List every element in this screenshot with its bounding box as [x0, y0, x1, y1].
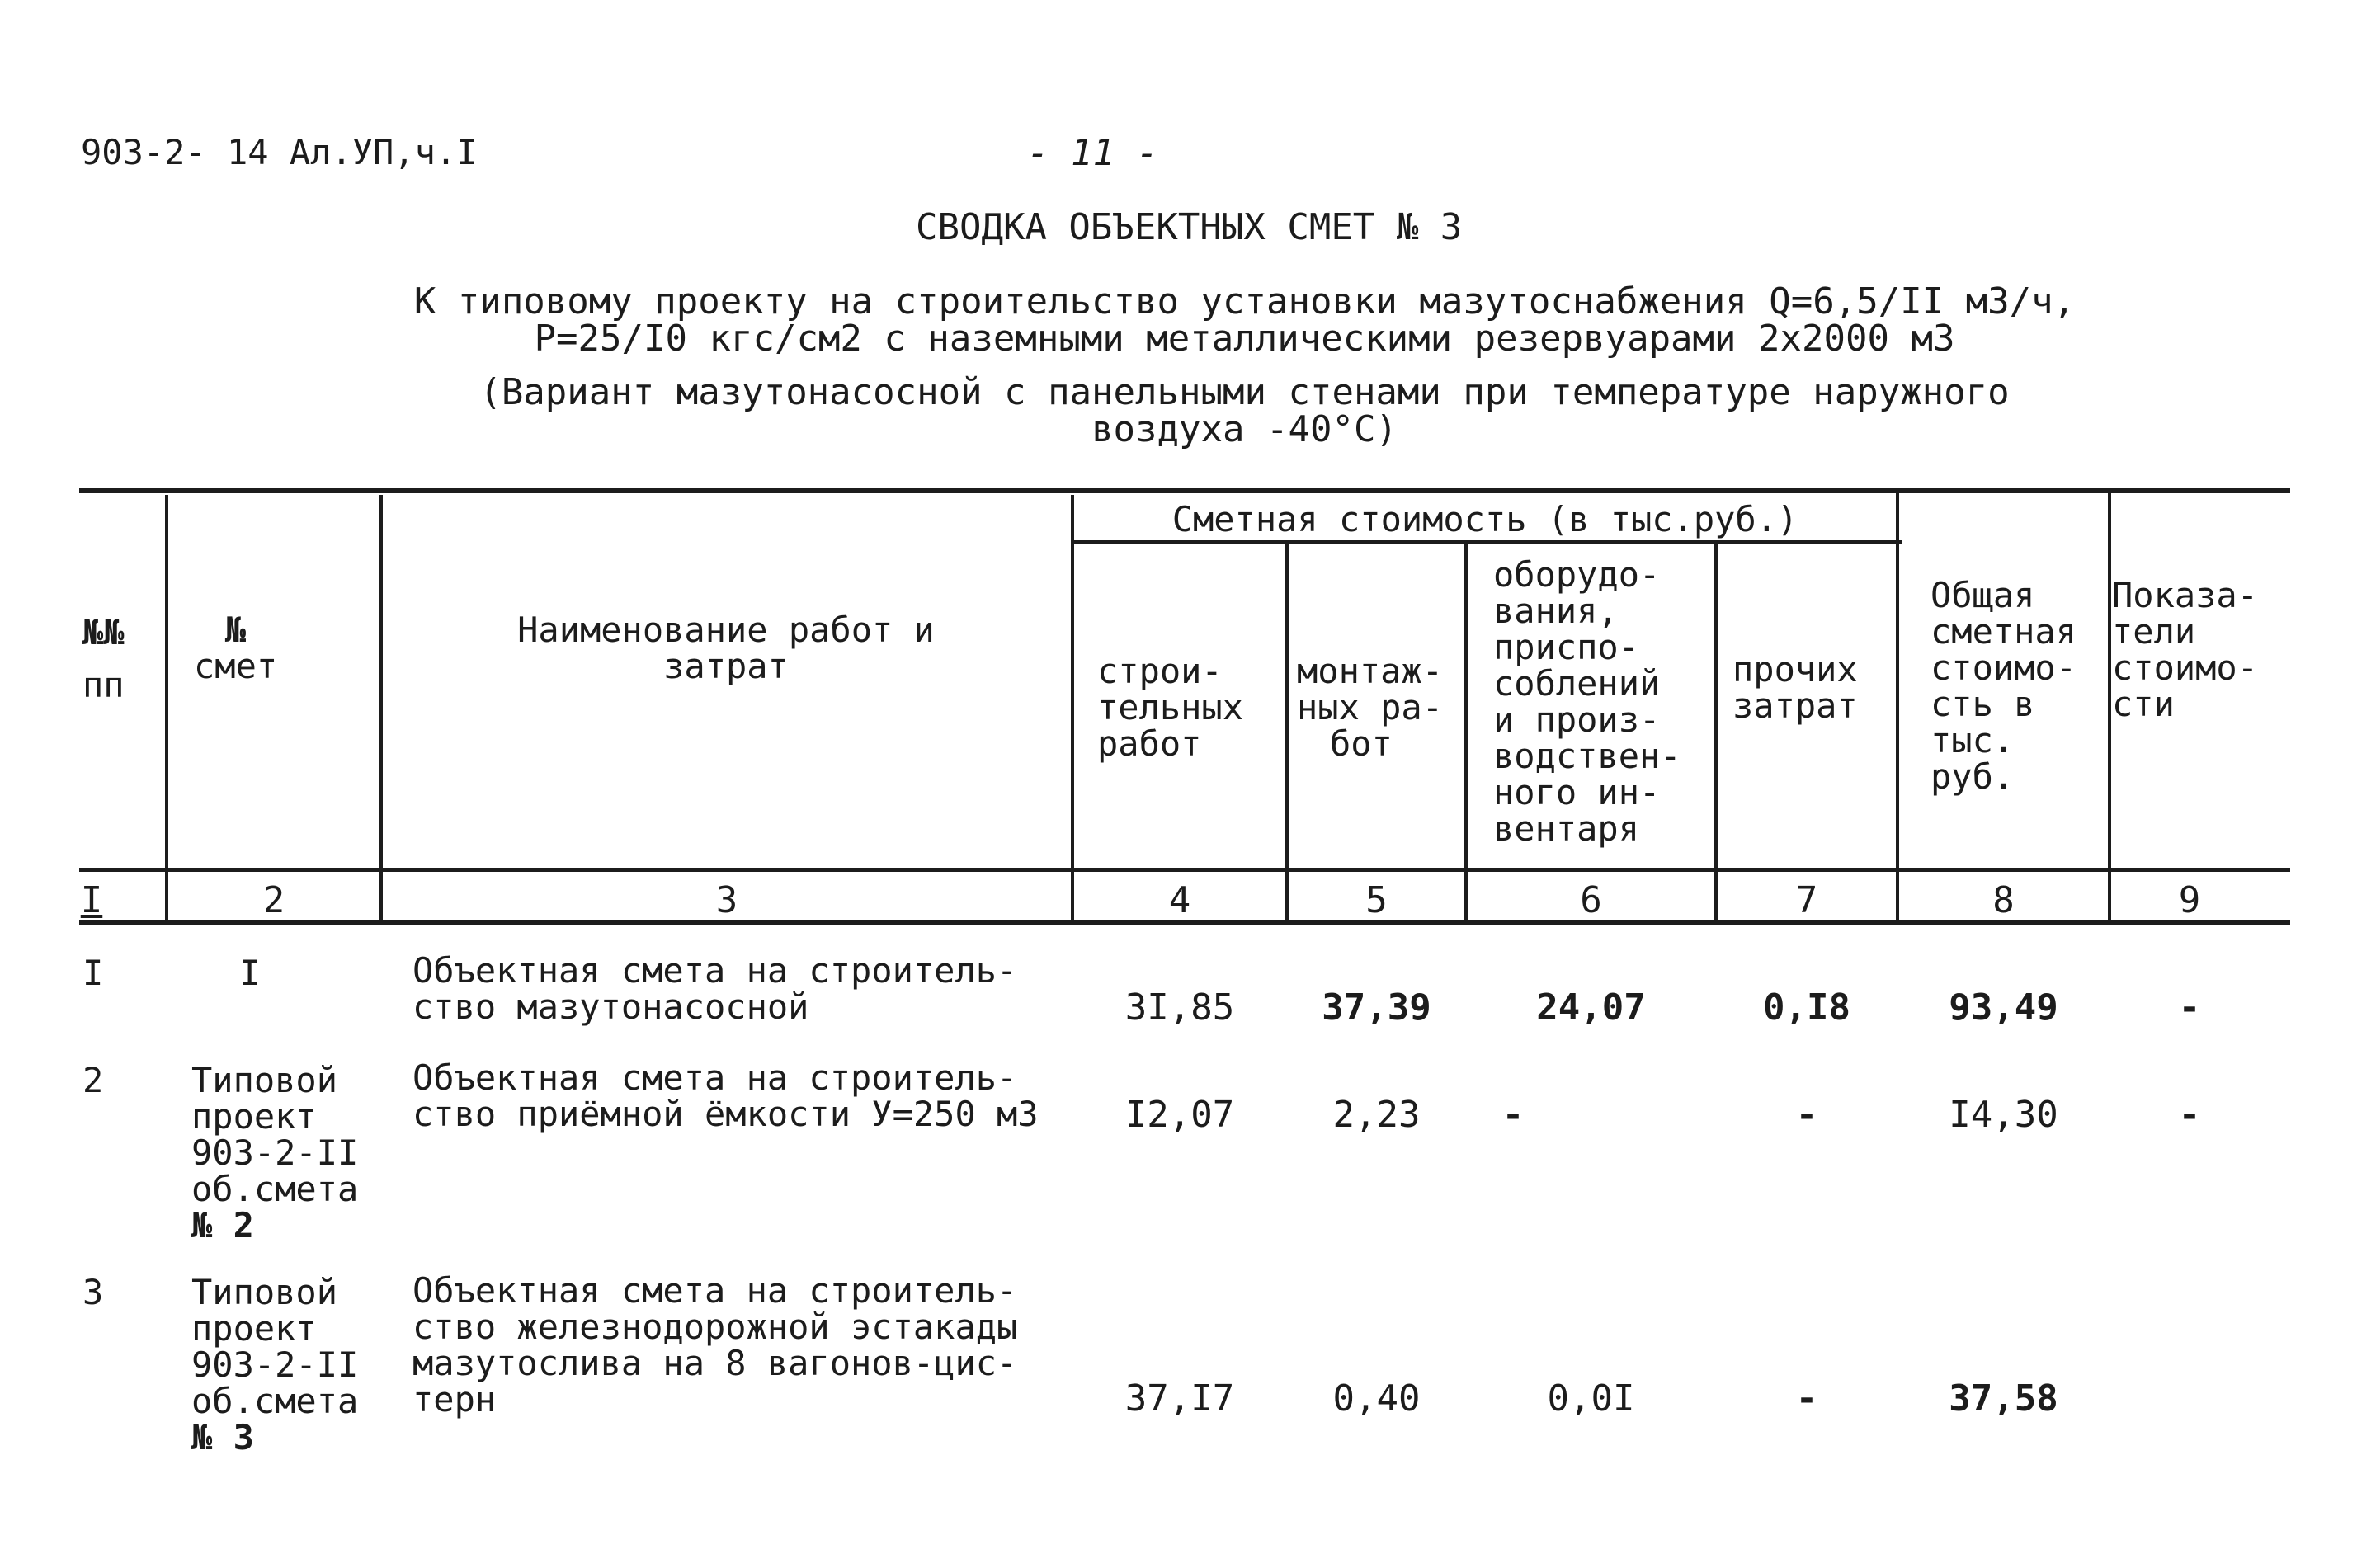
col-number-5: 5: [1365, 879, 1388, 921]
header-installation: [1297, 653, 1443, 762]
header-cost-indicators: [2112, 577, 2258, 723]
row-work-name: [412, 1270, 1018, 1420]
document-code: 903-2- 14 Ал.УП,ч.I: [81, 132, 478, 172]
col-number-6: 6: [1580, 879, 1602, 921]
row-installation-value: 2,23: [1332, 1094, 1421, 1136]
row-equipment-value: 0,0I: [1547, 1377, 1635, 1420]
row-estimate: [191, 1274, 358, 1456]
header-group-cost: Сметная стоимость (в тыс.руб.): [1171, 499, 1798, 539]
row-index-value: -: [2178, 1094, 2201, 1136]
col-divider-5: [1464, 541, 1468, 924]
row-estimate-line: Типовой: [191, 1272, 338, 1312]
row-installation-value: 37,39: [1322, 986, 1431, 1029]
page-number: - 11 -: [1027, 132, 1158, 174]
header-text: тельных: [1097, 687, 1244, 727]
row-equipment-value: -: [1501, 1094, 1525, 1136]
col-number-4: 4: [1168, 879, 1191, 921]
row-name-line: ство железнодорожной эстакады: [412, 1307, 1018, 1347]
col-divider-3: [1071, 495, 1074, 924]
row-estimate-line: 903-2-II: [191, 1132, 359, 1173]
header-text: руб.: [1930, 756, 2015, 797]
header-work-name: [478, 612, 973, 685]
col-divider-6: [1714, 541, 1718, 924]
header-text: тели: [2112, 611, 2196, 652]
header-text: сметная: [1930, 611, 2077, 652]
col-divider-7: [1896, 492, 1899, 924]
row-estimate-line: об.смета: [191, 1381, 359, 1421]
col-number-1: I: [80, 879, 103, 921]
header-total-cost: [1930, 577, 2077, 795]
row-name-line: ство приёмной ёмкости У=250 м3: [412, 1094, 1039, 1134]
header-text: соблений: [1493, 663, 1661, 704]
group-header-rule: [1072, 540, 1902, 544]
row-total-value: 37,58: [1949, 1377, 2058, 1420]
header-equipment: [1493, 554, 1681, 849]
header-text: ных ра-: [1297, 687, 1444, 727]
row-estimate: [191, 1062, 358, 1244]
row-construction-value: I2,07: [1124, 1094, 1235, 1136]
row-work-name: [412, 950, 1018, 1027]
row-number: 3: [82, 1272, 104, 1312]
variant-line-2: воздуха -40°С): [1091, 408, 1398, 450]
row-name-line: Объектная смета на строитель-: [412, 950, 1018, 991]
row-estimate-line: № 2: [191, 1205, 254, 1245]
subtitle-line-1: К типовому проекту на строительство установки мазутоснабжения Q=6,5/II м3/ч,: [413, 280, 2076, 323]
header-text: тыс.: [1930, 720, 2015, 760]
col-number-7: 7: [1795, 879, 1818, 921]
header-text: Общая: [1930, 575, 2035, 615]
table-top-rule: [79, 488, 2290, 493]
header-construction: [1097, 653, 1243, 762]
header-text: №: [224, 610, 247, 650]
col-number-3: 3: [715, 879, 738, 921]
header-text: №№: [82, 612, 125, 652]
col-divider-8: [2108, 492, 2111, 924]
row-construction-value: 3I,85: [1124, 986, 1235, 1029]
row-estimate-line: 903-2-II: [191, 1344, 359, 1385]
row-number: I: [82, 953, 104, 993]
row-name-line: ство мазутонасосной: [412, 986, 809, 1027]
row-other-value: 0,I8: [1763, 986, 1850, 1029]
header-text: ного ин-: [1493, 772, 1661, 812]
header-text: и произ-: [1493, 699, 1661, 740]
document-title: СВОДКА ОБЪЕКТНЫХ СМЕТ № 3: [916, 206, 1463, 248]
row-equipment-value: 24,07: [1536, 986, 1646, 1029]
header-text: затрат: [663, 646, 789, 686]
header-text: затрат: [1732, 685, 1858, 726]
col-divider-4: [1285, 541, 1289, 924]
col-number-8: 8: [1992, 879, 2015, 921]
header-bottom-rule: [79, 868, 2290, 872]
col-divider-2: [379, 495, 383, 924]
row-other-value: -: [1795, 1377, 1818, 1420]
header-text: Наименование работ и: [517, 610, 935, 650]
col-divider-1: [165, 495, 168, 924]
header-text: монтаж-: [1297, 651, 1444, 691]
row-work-name: [412, 1057, 1039, 1134]
row-name-line: мазутослива на 8 вагонов-цис-: [412, 1343, 1018, 1383]
header-text: водствен-: [1493, 736, 1681, 776]
row-estimate-line: об.смета: [191, 1169, 359, 1209]
header-text: стоимо-: [2112, 647, 2259, 688]
subtitle-line-2: Р=25/I0 кгс/см2 с наземными металлическими резервуарами 2х2000 м3: [534, 318, 1955, 360]
row-index-value: -: [2178, 986, 2201, 1029]
row-construction-value: 37,I7: [1124, 1377, 1235, 1420]
row-estimate: I: [239, 953, 261, 993]
header-row-number: [82, 614, 125, 704]
row-other-value: -: [1795, 1094, 1818, 1136]
row-name-line: Объектная смета на строитель-: [412, 1057, 1018, 1098]
row-estimate-line: № 3: [191, 1417, 254, 1457]
header-text: приспо-: [1493, 627, 1640, 667]
header-text: работ: [1097, 723, 1202, 764]
row-name-line: Объектная смета на строитель-: [412, 1270, 1018, 1311]
header-text: Показа-: [2112, 575, 2259, 615]
row-total-value: 93,49: [1949, 986, 2058, 1029]
row-estimate-line: проект: [191, 1096, 317, 1137]
header-text: смет: [194, 646, 278, 686]
header-estimate-number: [194, 612, 277, 685]
header-text: сти: [2112, 684, 2175, 724]
row-installation-value: 0,40: [1332, 1377, 1421, 1420]
header-text: строи-: [1097, 651, 1223, 691]
header-text: оборудо-: [1493, 554, 1661, 595]
header-text: пп: [82, 665, 125, 705]
header-text: стоимо-: [1930, 647, 2077, 688]
header-text: вания,: [1493, 591, 1619, 631]
header-text: вентаря: [1493, 808, 1640, 849]
row-estimate-line: проект: [191, 1308, 317, 1349]
header-other-costs: [1732, 649, 1858, 726]
header-text: бот: [1330, 723, 1393, 764]
row-number: 2: [82, 1060, 104, 1100]
col-number-2: 2: [262, 879, 285, 921]
row-name-line: терн: [412, 1379, 497, 1420]
row-estimate-line: Типовой: [191, 1060, 338, 1100]
col-number-9: 9: [2178, 879, 2201, 921]
variant-line-1: (Вариант мазутонасосной с панельными стенами при температуре наружного: [479, 371, 2010, 413]
header-text: прочих: [1732, 649, 1858, 690]
row-total-value: I4,30: [1949, 1094, 2058, 1136]
header-text: сть в: [1930, 684, 2035, 724]
